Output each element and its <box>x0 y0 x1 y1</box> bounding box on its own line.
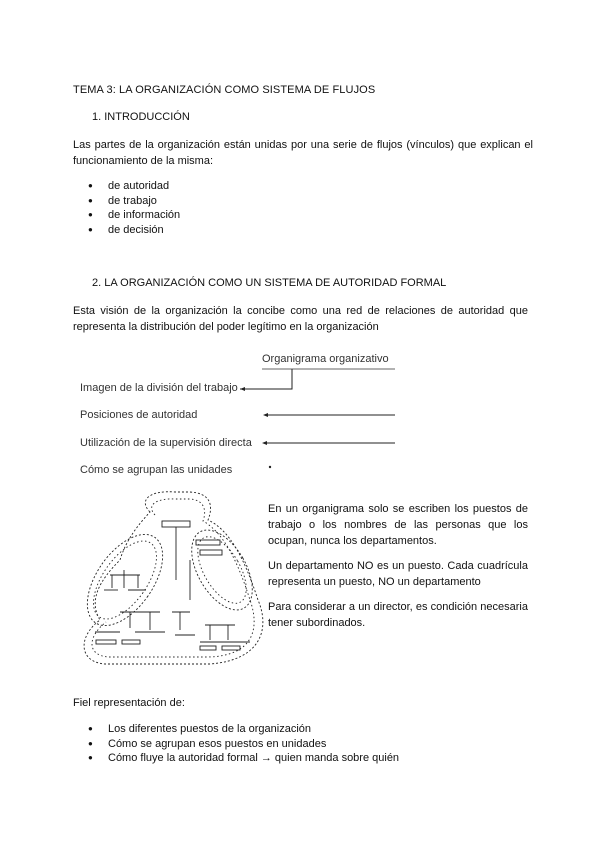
note-departamento: Un departamento NO es un puesto. Cada cuadrícula representa un puesto, NO un departamento <box>268 560 528 588</box>
left-unit-outline <box>72 521 178 638</box>
diagram-label-supervision: Utilización de la supervisión directa <box>80 437 252 449</box>
right-box-1 <box>196 540 220 545</box>
list-item: ● Los diferentes puestos de la organización <box>88 722 399 737</box>
diagram-title: Organigrama organizativo <box>262 353 389 365</box>
right-unit-inner-outline <box>188 529 256 611</box>
left-unit-inner-outline <box>81 531 169 630</box>
arrowhead-supervision <box>262 441 267 445</box>
list-item: ● de autoridad <box>88 179 180 194</box>
inner-group-outline <box>92 499 254 657</box>
right-box-2 <box>200 550 222 555</box>
list-item: ● de decisión <box>88 223 180 238</box>
diagram-label-autoridad: Posiciones de autoridad <box>80 409 198 421</box>
outer-group-outline <box>84 492 263 664</box>
page-title: TEMA 3: LA ORGANIZACIÓN COMO SISTEMA DE FLUJOS <box>73 84 376 96</box>
diagram-label-agrupan: Cómo se agrupan las unidades <box>80 464 233 476</box>
list-item: ● Cómo se agrupan esos puestos en unidades <box>88 737 399 752</box>
apex-box <box>162 521 190 527</box>
arrowhead-division <box>240 387 245 391</box>
autoridad-paragraph: Esta visión de la organización la concibe como una red de relaciones de autoridad que representa la distribución del poder legítimo en la organización <box>73 305 528 333</box>
intro-paragraph: Las partes de la organización están unidas por una serie de flujos (vínculos) que explican el funcionamiento de la misma: <box>73 139 533 167</box>
section-heading-introduccion: 1. INTRODUCCIÓN <box>92 111 190 123</box>
list-item: ● Cómo fluye la autoridad formal → quien manda sobre quién <box>88 751 399 766</box>
section-heading-autoridad-formal: 2. LA ORGANIZACIÓN COMO UN SISTEMA DE AUTORIDAD FORMAL <box>92 277 447 289</box>
arrow-division <box>240 369 292 389</box>
arrowhead-autoridad <box>263 413 268 417</box>
list-item: ● de información <box>88 208 180 223</box>
note-organigrama: En un organigrama solo se escriben los puestos de trabajo o los nombres de las personas que los ocupan, nunca los departamentos. <box>268 503 528 547</box>
fiel-intro: Fiel representación de: <box>73 697 185 709</box>
note-director: Para considerar a un director, es condición necesaria tener subordinados. <box>268 601 528 629</box>
fiel-list <box>88 722 399 766</box>
arrow-agrupan-dot <box>269 466 271 468</box>
organigram-sketch <box>72 492 265 664</box>
list-item: ● de trabajo <box>88 194 180 209</box>
diagram-label-division: Imagen de la división del trabajo <box>80 382 238 394</box>
